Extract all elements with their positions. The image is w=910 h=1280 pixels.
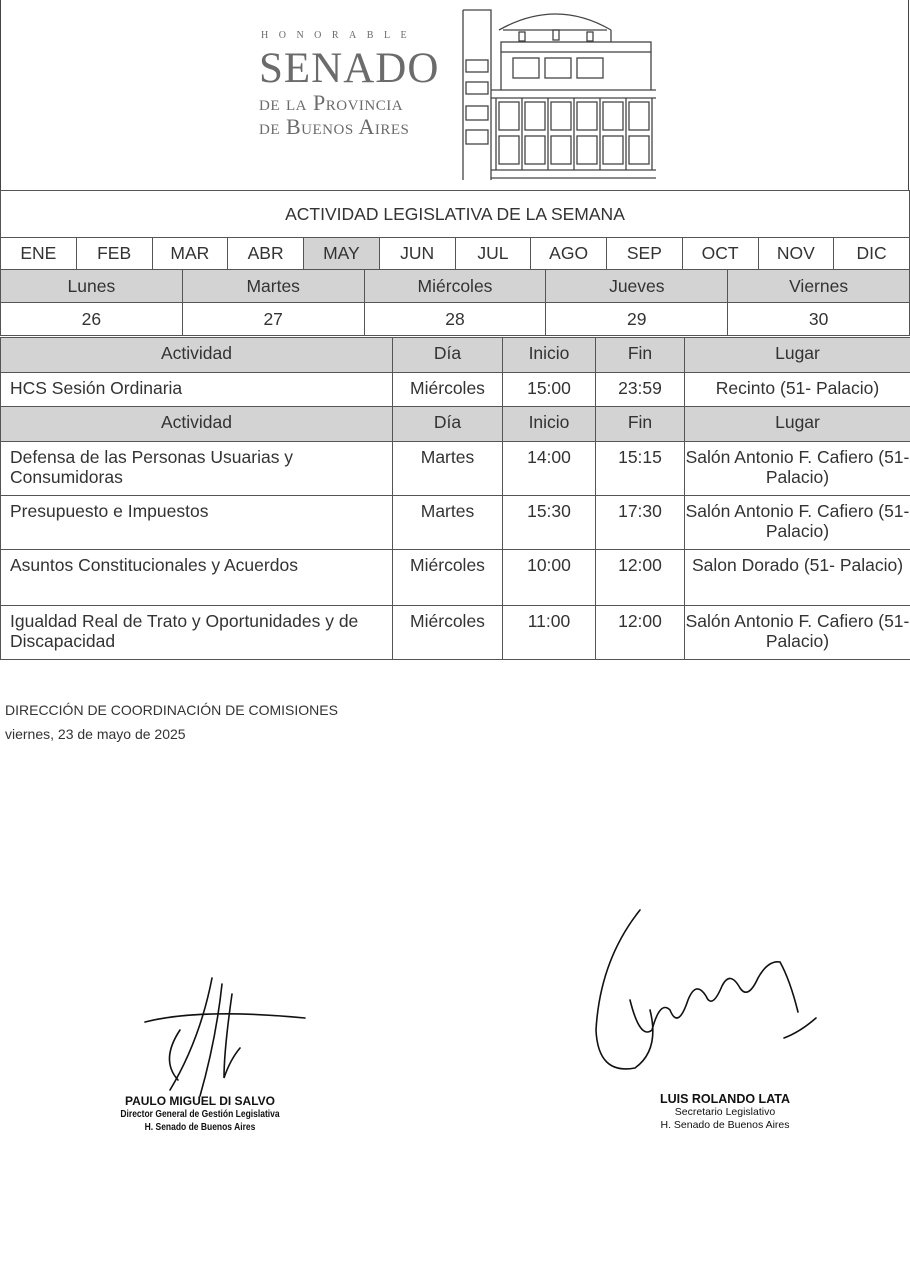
weekday-date: 26 [1, 303, 183, 336]
weekday-header: Martes [182, 270, 364, 303]
activity-name: Igualdad Real de Trato y Oportunidades y de Discapacidad [1, 606, 393, 660]
title-table [0, 190, 910, 238]
document-date: viernes, 23 de mayo de 2025 [5, 726, 186, 742]
signer-name: PAULO MIGUEL DI SALVO [124, 1094, 275, 1108]
weekday-date: 29 [546, 303, 728, 336]
month-sep[interactable]: SEP [607, 238, 683, 270]
activity-place: Salón Antonio F. Cafiero (51- Palacio) [685, 496, 910, 550]
activity-name: Asuntos Constitucionales y Acuerdos [1, 550, 393, 606]
table-row [1, 373, 910, 407]
month-ene[interactable]: ENE [1, 238, 77, 270]
col-fin: Fin [596, 338, 685, 373]
page-title: ACTIVIDAD LEGISLATIVA DE LA SEMANA [1, 191, 910, 238]
activity-end: 12:00 [596, 550, 685, 606]
activity-name: Defensa de las Personas Usuarias y Consumidoras [1, 442, 393, 496]
col-fin: Fin [596, 407, 685, 442]
month-feb[interactable]: FEB [76, 238, 152, 270]
signer-org: H. Senado de Buenos Aires [144, 1122, 256, 1133]
col-dia: Día [393, 338, 503, 373]
month-jun[interactable]: JUN [379, 238, 455, 270]
col-inicio: Inicio [503, 338, 596, 373]
signature-block-lata [630, 1092, 820, 1132]
month-may-selected[interactable]: MAY [304, 238, 380, 270]
sessions-header-row [1, 338, 910, 373]
commissions-header-row [1, 407, 910, 442]
logo-senado: SENADO [259, 45, 440, 92]
signer-role: Director General de Gestión Legislativa [120, 1109, 280, 1120]
weekday-date: 27 [182, 303, 364, 336]
table-row [1, 496, 910, 550]
activity-start: 10:00 [503, 550, 596, 606]
col-inicio: Inicio [503, 407, 596, 442]
month-nov[interactable]: NOV [758, 238, 834, 270]
activity-day: Martes [393, 442, 503, 496]
activity-day: Miércoles [393, 373, 503, 407]
col-actividad: Actividad [1, 338, 393, 373]
month-oct[interactable]: OCT [682, 238, 758, 270]
month-mar[interactable]: MAR [152, 238, 228, 270]
col-dia: Día [393, 407, 503, 442]
footer [5, 698, 338, 746]
weekday-header: Lunes [1, 270, 183, 303]
activity-end: 15:15 [596, 442, 685, 496]
senado-logo [259, 30, 459, 139]
activity-name: Presupuesto e Impuestos [1, 496, 393, 550]
activities-table [0, 337, 910, 660]
table-row [1, 550, 910, 606]
signature-block-di-salvo [100, 1094, 300, 1134]
logo-honorable: HONORABLE [261, 30, 418, 41]
month-abr[interactable]: ABR [228, 238, 304, 270]
weekday-date: 28 [364, 303, 546, 336]
activity-day: Miércoles [393, 606, 503, 660]
department-name: DIRECCIÓN DE COORDINACIÓN DE COMISIONES [5, 702, 338, 718]
activity-place: Salón Antonio F. Cafiero (51- Palacio) [685, 606, 910, 660]
col-actividad: Actividad [1, 407, 393, 442]
header [0, 0, 909, 190]
weekday-header: Miércoles [364, 270, 546, 303]
signer-role: Secretario Legislativo [674, 1106, 776, 1118]
logo-line-1: de la Provincia [259, 90, 404, 115]
activity-end: 23:59 [596, 373, 685, 407]
activity-start: 14:00 [503, 442, 596, 496]
activity-place: Salon Dorado (51- Palacio) [685, 550, 910, 606]
signer-name: LUIS ROLANDO LATA [659, 1092, 791, 1106]
month-dic[interactable]: DIC [834, 238, 910, 270]
month-ago[interactable]: AGO [531, 238, 607, 270]
activity-start: 15:30 [503, 496, 596, 550]
month-selector [0, 237, 910, 270]
activity-day: Miércoles [393, 550, 503, 606]
weekday-date: 30 [728, 303, 910, 336]
month-jul[interactable]: JUL [455, 238, 531, 270]
activity-day: Martes [393, 496, 503, 550]
activity-start: 15:00 [503, 373, 596, 407]
signature-stroke-1 [140, 970, 320, 1100]
col-lugar: Lugar [685, 338, 910, 373]
activity-end: 12:00 [596, 606, 685, 660]
activity-start: 11:00 [503, 606, 596, 660]
signature-stroke-2 [590, 900, 830, 1080]
weekday-header: Viernes [728, 270, 910, 303]
activity-place: Salón Antonio F. Cafiero (51- Palacio) [685, 442, 910, 496]
activity-name: HCS Sesión Ordinaria [1, 373, 393, 407]
logo-line-2: de Buenos Aires [259, 114, 410, 139]
palace-building-icon [461, 2, 656, 180]
weekday-header: Jueves [546, 270, 728, 303]
table-row [1, 606, 910, 660]
table-row [1, 442, 910, 496]
col-lugar: Lugar [685, 407, 910, 442]
week-days-table [0, 269, 910, 336]
activity-end: 17:30 [596, 496, 685, 550]
signer-org: H. Senado de Buenos Aires [660, 1119, 790, 1131]
activity-place: Recinto (51- Palacio) [685, 373, 910, 407]
